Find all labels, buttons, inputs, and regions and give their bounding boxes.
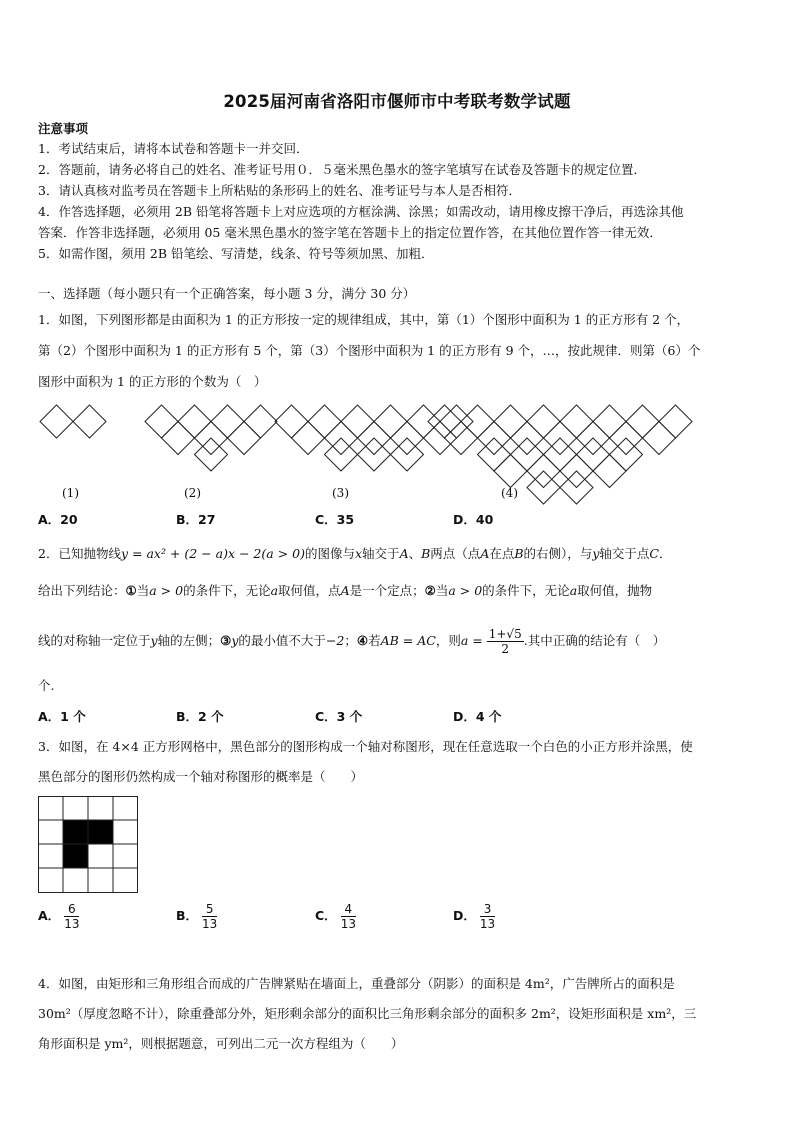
q2-text: 的最小值不大于: [238, 633, 326, 648]
q2-text: 的条件下，无论: [482, 583, 570, 598]
notice-item: 5．如需作图，须用 2B 铅笔绘、写清楚，线条、符号等须加黑、加粗．: [38, 246, 434, 261]
q2-text: 轴的左侧；: [157, 633, 221, 648]
unit-square: [643, 422, 676, 455]
fraction: [487, 627, 524, 656]
q2-formula: a > 0: [149, 583, 184, 598]
question-2-options: [38, 707, 758, 727]
q2-formula: AB = AC: [380, 633, 436, 648]
unit-square: [228, 422, 261, 455]
q2-var: A: [480, 546, 490, 561]
unit-square: [178, 405, 211, 438]
unit-square: [445, 422, 478, 455]
option-a[interactable]: [38, 902, 79, 931]
option-b[interactable]: B．2 个: [176, 709, 224, 724]
question-1-figures: [0, 400, 794, 490]
unit-square: [494, 455, 527, 488]
q2-var: x: [354, 546, 363, 561]
question-1-text: 图形中面积为 1 的正方形的个数为（ ）: [38, 374, 267, 389]
unit-square: [461, 405, 494, 438]
q2-text: 的右侧），与: [523, 546, 593, 561]
q2-text: 给出下列结论：: [38, 583, 126, 598]
question-2-line-3: [38, 627, 665, 656]
question-1-text: 1．如图，下列图形都是由面积为 1 的正方形按一定的规律组成，其中，第（1）个图形中面积为 1 的正方形有 2 个，: [38, 312, 690, 327]
question-1-text: 第（2）个图形中面积为 1 的正方形有 5 个，第（3）个图形中面积为 1 的正方形有 9 个，…，按此规律．则第（6）个: [38, 343, 701, 358]
figure-2: [145, 405, 277, 471]
option-c[interactable]: C．3 个: [315, 709, 363, 724]
question-2-line-2: [38, 582, 652, 600]
figure-label: (4): [501, 486, 518, 500]
notice-item: 4．作答选择题，必须用 2B 铅笔将答题卡上对应选项的方框涂满、涂黑；如需改动，请用橡皮擦干净后，再选涂其他: [38, 204, 684, 219]
q2-text: 轴交于点: [599, 546, 650, 561]
notice-item: 2．答题前，请务必将自己的姓名、准考证号用０．５毫米黑色墨水的签字笔填写在试卷及答题卡的规定位置．: [38, 162, 646, 177]
q2-formula: a =: [460, 633, 483, 648]
question-3-text: 3．如图，在 4×4 正方形网格中，黑色部分的图形构成一个轴对称图形，现在任意选取一个白色的小正方形并涂黑，使: [38, 739, 693, 754]
unit-square: [374, 405, 407, 438]
q2-var: y: [231, 633, 239, 648]
q2-text: 的图像与: [304, 546, 355, 561]
question-3-grid: [38, 796, 138, 896]
q2-formula: a > 0: [448, 583, 483, 598]
q2-text: 当: [435, 583, 449, 598]
fraction-denominator: 13: [340, 917, 356, 931]
option-a[interactable]: A．1 个: [38, 709, 86, 724]
unit-square: [626, 405, 659, 438]
q2-text: ，则: [435, 633, 461, 648]
option-d[interactable]: [453, 902, 495, 931]
q2-text: 两点（点: [430, 546, 481, 561]
unit-square: [40, 405, 73, 438]
fraction-denominator: 13: [64, 917, 80, 931]
q2-text: 若: [368, 633, 381, 648]
q2-text: 线的对称轴一定位于: [38, 633, 151, 648]
q2-var: y: [150, 633, 158, 648]
unit-square: [308, 405, 341, 438]
unit-square: [244, 405, 277, 438]
q2-text: 取何值，点: [278, 583, 341, 598]
q2-text: 2．已知抛物线: [38, 546, 121, 561]
figure-label: (3): [332, 486, 349, 500]
unit-square: [494, 405, 527, 438]
option-letter: D．: [453, 908, 476, 923]
q2-text: 是一个定点；: [349, 583, 425, 598]
q2-text: 当: [136, 583, 150, 598]
q2-var: B: [421, 546, 431, 561]
circled-number-4: ④: [356, 633, 369, 648]
fraction: [202, 902, 217, 931]
figure-label: (2): [184, 486, 201, 500]
question-1-options: [38, 510, 758, 530]
option-d[interactable]: D．4 个: [453, 709, 502, 724]
q2-text: .其中正确的结论有（ ）: [523, 633, 666, 648]
question-3-text: 黑色部分的图形仍然构成一个轴对称图形的概率是（ ）: [38, 769, 364, 784]
unit-square: [292, 422, 325, 455]
question-4-text: 角形面积是 ym²，则根据题意，可列出二元一次方程组为（ ）: [38, 1036, 404, 1051]
q2-text: 在点: [489, 546, 515, 561]
question-3-options: [38, 902, 758, 936]
option-letter: C．: [315, 908, 337, 923]
fraction-denominator: 13: [202, 917, 218, 931]
notice-item: 3．请认真核对监考员在答题卡上所粘贴的条形码上的姓名、准考证号与本人是否相符．: [38, 183, 521, 198]
notice-item: 答案．作答非选择题，必须用 05 毫米黑色墨水的签字笔在答题卡上的指定位置作答，在其他位置作答一律无效．: [38, 225, 662, 240]
notice-item: 1．考试结束后，请将本试卷和答题卡一并交回．: [38, 141, 309, 156]
option-letter: B．: [176, 908, 199, 923]
figure-label: (1): [62, 486, 79, 500]
fraction-denominator: 2: [501, 642, 510, 656]
option-letter: A．: [38, 908, 61, 923]
unit-square: [73, 405, 106, 438]
option-c[interactable]: C．35: [315, 512, 355, 527]
option-b[interactable]: B．27: [176, 512, 216, 527]
unit-square: [527, 405, 560, 438]
q2-formula: −2: [325, 633, 345, 648]
question-2-line-4: 个.: [38, 678, 55, 693]
fraction-numerator: 3: [480, 902, 495, 917]
unit-square: [424, 422, 457, 455]
unit-square: [659, 405, 692, 438]
circled-number-3: ③: [220, 633, 232, 648]
question-4-text: 4．如图，由矩形和三角形组合而成的广告牌紧贴在墙面上，重叠部分（阴影）的面积是 4m²，广告牌所占的面积是: [38, 976, 675, 991]
fraction: [341, 902, 356, 931]
unit-square: [428, 405, 461, 438]
option-a[interactable]: A．20: [38, 512, 78, 527]
q2-text: 取何值，抛物: [577, 583, 653, 598]
section-heading: 一、选择题（每小题只有一个正确答案，每小题 3 分，满分 30 分）: [38, 286, 416, 301]
unit-square: [407, 405, 440, 438]
q2-var: A: [399, 546, 409, 561]
fraction-denominator: 13: [479, 917, 496, 931]
fraction: [64, 902, 79, 931]
option-c[interactable]: [315, 902, 356, 931]
unit-square: [593, 455, 626, 488]
circled-number-2: ②: [424, 583, 436, 598]
figure-3: [275, 405, 473, 471]
fraction-numerator: 6: [64, 902, 79, 917]
q2-text: 、: [408, 546, 422, 561]
q2-var: a: [569, 583, 578, 598]
unit-square: [593, 405, 626, 438]
q2-var: B: [514, 546, 524, 561]
q2-text: 轴交于: [362, 546, 400, 561]
q2-var: A: [340, 583, 350, 598]
unit-square: [145, 405, 178, 438]
circled-number-1: ①: [125, 583, 137, 598]
unit-square: [211, 405, 244, 438]
q2-var: C: [649, 546, 659, 561]
fraction-numerator: 1+√5: [488, 627, 522, 641]
fraction: [480, 902, 495, 931]
unit-square: [341, 405, 374, 438]
unit-square: [440, 405, 473, 438]
q2-formula: y = ax² + (2 − a)x − 2(a > 0): [120, 546, 305, 561]
page-title: 2025届河南省洛阳市偃师市中考联考数学试题: [223, 92, 571, 111]
fraction-numerator: 4: [341, 902, 356, 917]
question-2-line-1: [38, 545, 671, 563]
q2-text: ；: [344, 633, 357, 648]
unit-square: [275, 405, 308, 438]
fraction-numerator: 5: [202, 902, 217, 917]
q2-var: y: [592, 546, 600, 561]
black-cell-bottom: [63, 844, 88, 868]
question-4-text: 30m²（厚度忽略不计），除重叠部分外，矩形剩余部分的面积比三角形剩余部分的面积多 2m²，设矩形面积是 xm²，三: [38, 1006, 697, 1021]
option-d[interactable]: D．40: [453, 512, 494, 527]
unit-square: [162, 422, 195, 455]
figure-1: [40, 405, 106, 438]
unit-square: [560, 405, 593, 438]
q2-var: a: [270, 583, 279, 598]
q2-text: 的条件下，无论: [183, 583, 271, 598]
q2-text: ．: [658, 546, 672, 561]
option-b[interactable]: [176, 902, 217, 931]
figure-4: [428, 405, 692, 504]
notice-heading: 注意事项: [38, 121, 89, 136]
